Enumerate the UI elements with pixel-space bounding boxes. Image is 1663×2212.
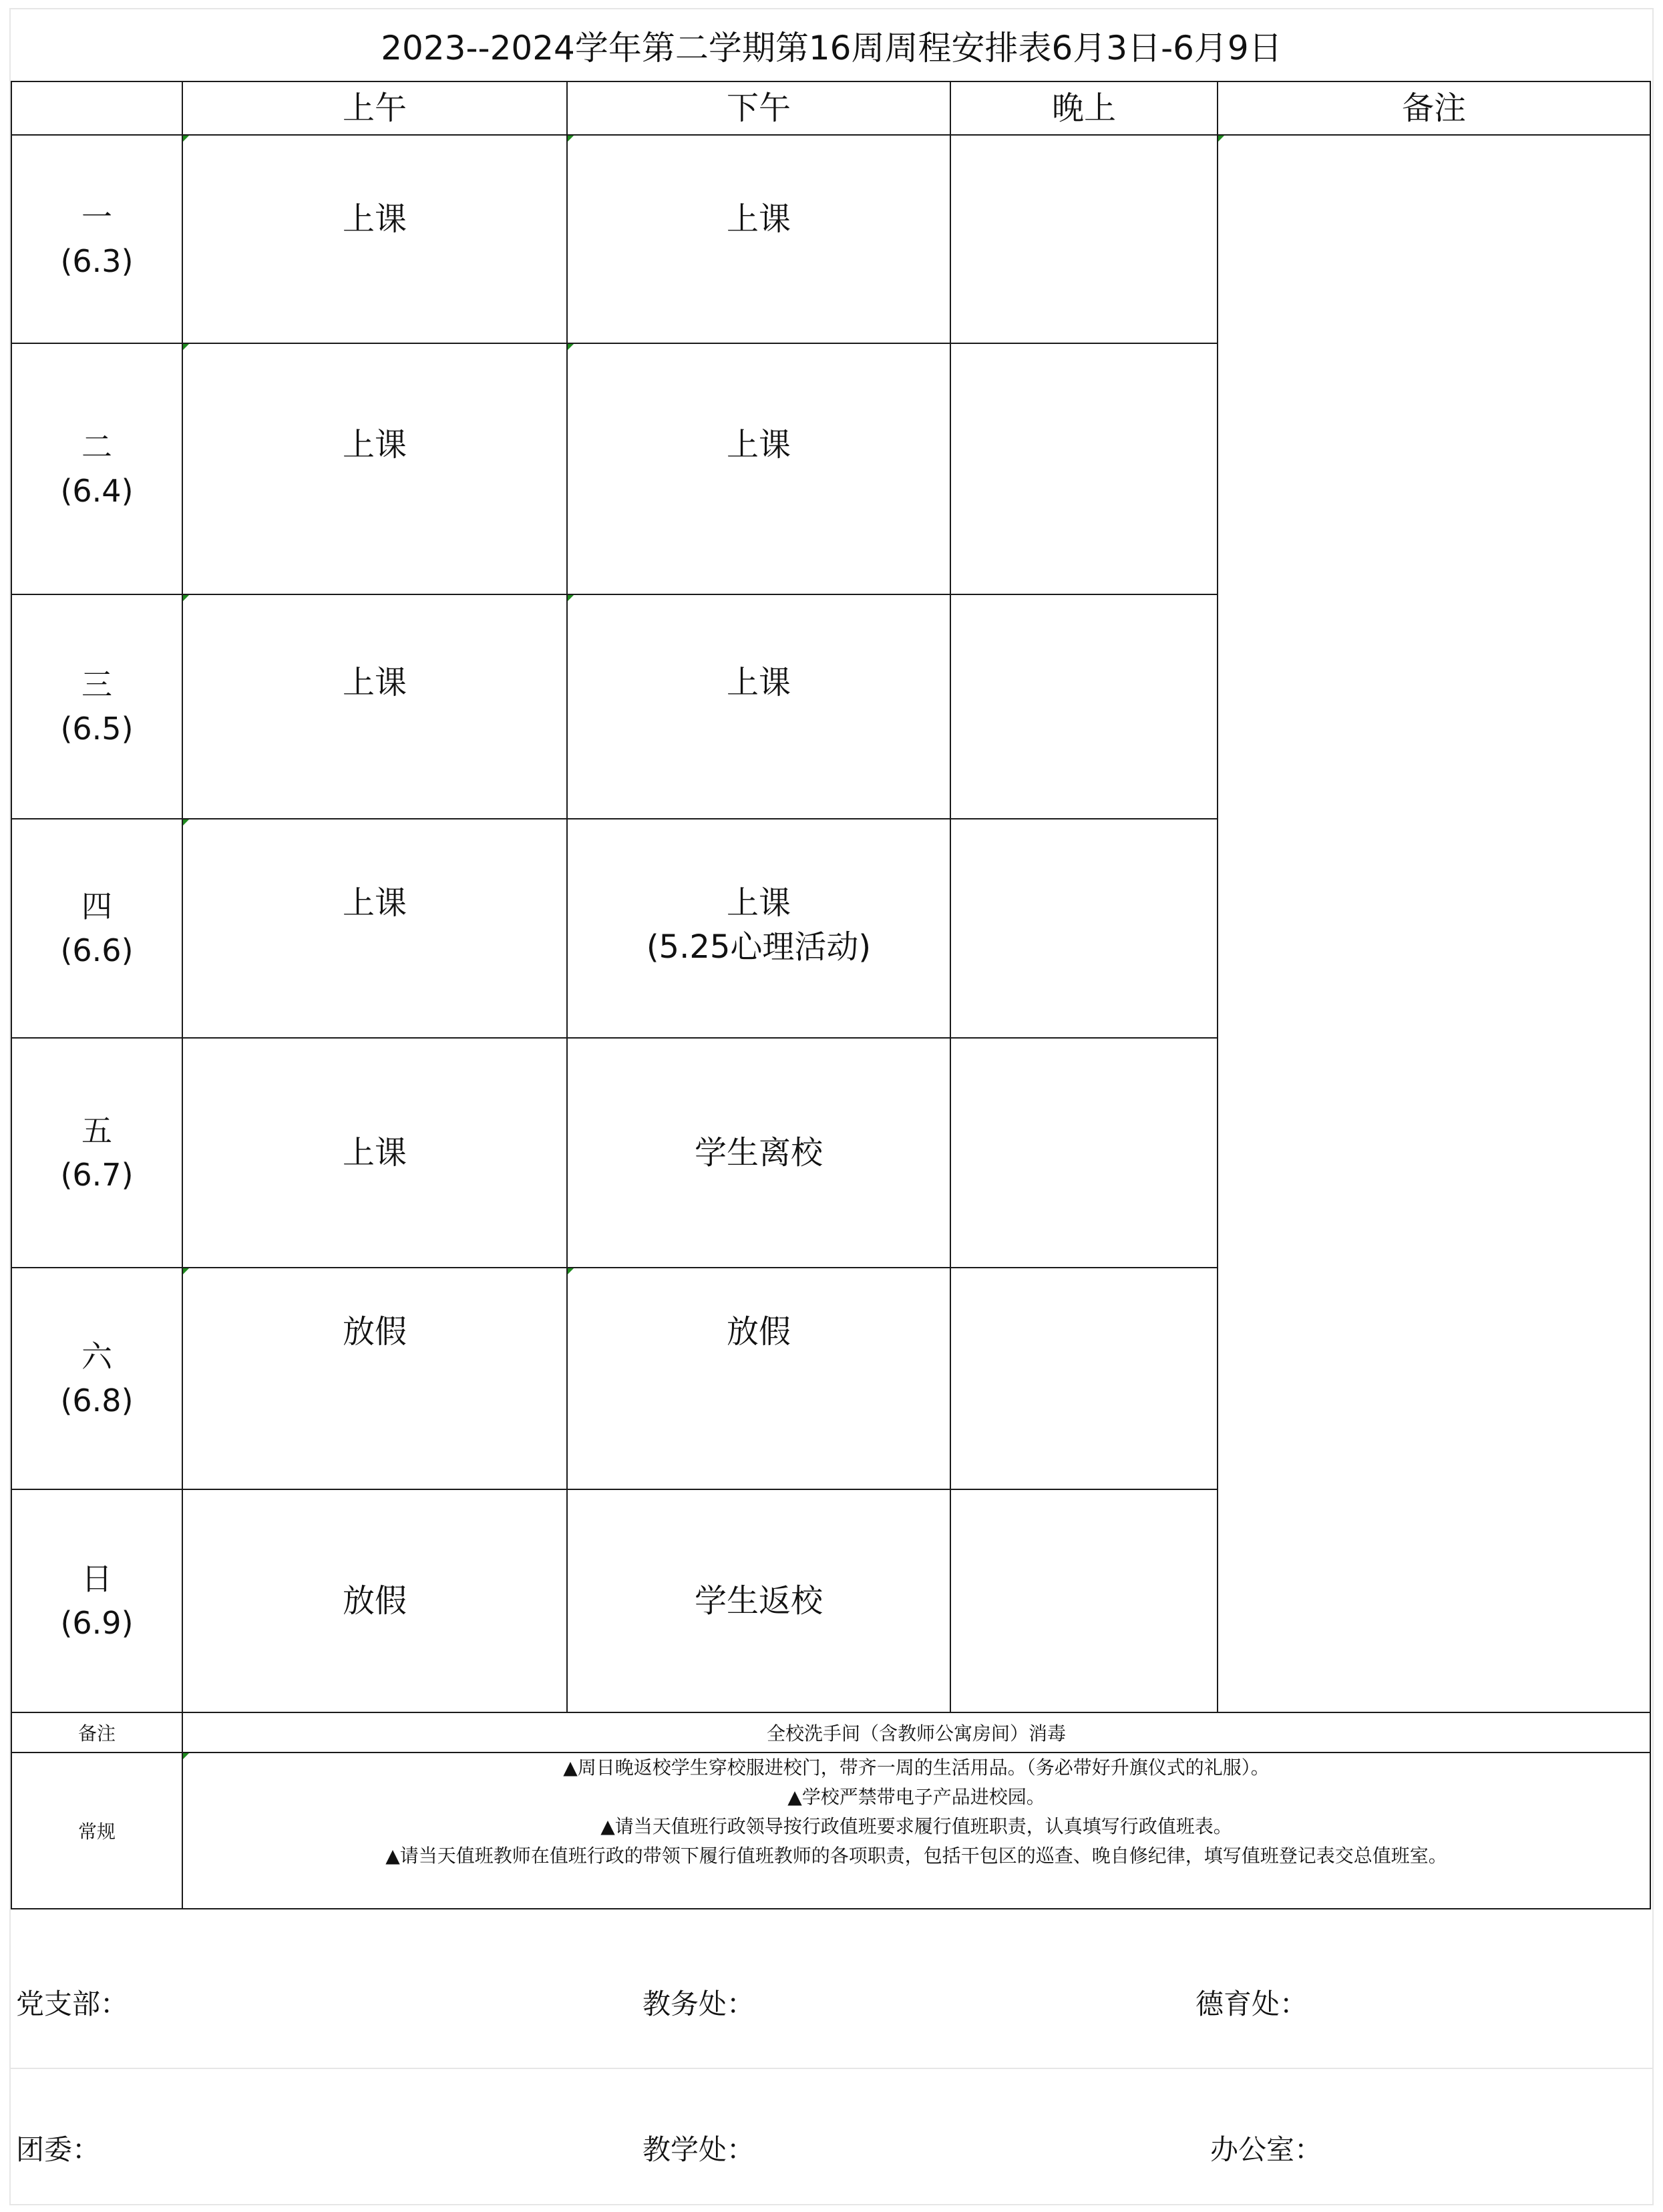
- morning-text: 上课: [342, 1134, 407, 1171]
- day-date: (6.3): [60, 243, 134, 279]
- day-name: 六: [81, 1338, 112, 1374]
- morning-text: 上课: [342, 884, 407, 922]
- routine-line: ▲请当天值班行政领导按行政值班要求履行值班职责，认真填写行政值班表。: [600, 1815, 1232, 1837]
- schedule-table: [11, 81, 1651, 1909]
- header-afternoon: 下午: [567, 81, 950, 135]
- day-name: 三: [81, 667, 112, 703]
- header-notes: 备注: [1218, 81, 1650, 135]
- afternoon-cell[interactable]: [567, 1038, 950, 1268]
- routine-content[interactable]: [182, 1753, 1650, 1909]
- page-title: 2023--2024学年第二学期第16周周程安排表6月3日-6月9日: [381, 29, 1282, 67]
- afternoon-note: (5.25心理活动): [646, 928, 872, 966]
- evening-cell[interactable]: [950, 1038, 1218, 1268]
- signature-row-1: [9, 1964, 1654, 2030]
- header-blank: [11, 81, 182, 135]
- routine-row: [11, 1753, 1650, 1909]
- afternoon-text: 学生离校: [694, 1134, 823, 1171]
- afternoon-text: 上课: [726, 200, 791, 238]
- day-date: (6.8): [60, 1382, 134, 1419]
- day-label: [11, 1489, 182, 1712]
- evening-cell[interactable]: [950, 819, 1218, 1038]
- morning-cell[interactable]: [182, 135, 567, 343]
- signature-academic-affairs: 教务处：: [642, 1988, 755, 2020]
- morning-text: 放假: [342, 1582, 407, 1620]
- morning-cell[interactable]: [182, 1268, 567, 1489]
- afternoon-text: 上课: [726, 884, 791, 922]
- signature-party-branch: 党支部：: [16, 1988, 129, 2020]
- header-morning: 上午: [182, 81, 567, 135]
- signature-youth-league: 团委：: [16, 2133, 101, 2166]
- day-label: [11, 819, 182, 1038]
- day-date: (6.4): [60, 473, 134, 509]
- evening-cell[interactable]: [950, 1489, 1218, 1712]
- afternoon-cell[interactable]: [567, 594, 950, 819]
- remarks-label: 备注: [11, 1712, 182, 1753]
- day-label: [11, 1268, 182, 1489]
- signature-teaching-office: 教学处：: [642, 2133, 755, 2166]
- afternoon-cell[interactable]: [567, 343, 950, 594]
- afternoon-cell[interactable]: [567, 1268, 950, 1489]
- morning-cell[interactable]: [182, 1038, 567, 1268]
- afternoon-text: 学生返校: [694, 1582, 823, 1620]
- morning-cell[interactable]: [182, 343, 567, 594]
- morning-text: 放假: [342, 1313, 407, 1350]
- afternoon-cell[interactable]: [567, 135, 950, 343]
- remarks-text[interactable]: 全校洗手间（含教师公寓房间）消毒: [182, 1712, 1650, 1753]
- afternoon-text: 上课: [726, 664, 791, 701]
- divider: [9, 2068, 1654, 2069]
- morning-cell[interactable]: [182, 594, 567, 819]
- day-label: [11, 135, 182, 343]
- routine-line: ▲周日晚返校学生穿校服进校门，带齐一周的生活用品。（务必带好升旗仪式的礼服）。: [563, 1757, 1270, 1779]
- afternoon-text: 放假: [726, 1313, 791, 1350]
- evening-cell[interactable]: [950, 594, 1218, 819]
- evening-cell[interactable]: [950, 135, 1218, 343]
- header-evening: 晚上: [950, 81, 1218, 135]
- day-label: [11, 594, 182, 819]
- day-row: [11, 135, 1650, 343]
- remarks-row: [11, 1712, 1650, 1753]
- signature-office: 办公室：: [1210, 2133, 1323, 2166]
- morning-text: 上课: [342, 664, 407, 701]
- signature-row-2: [9, 2109, 1654, 2176]
- day-name: 一: [81, 199, 112, 235]
- day-date: (6.5): [60, 711, 134, 747]
- morning-cell[interactable]: [182, 819, 567, 1038]
- morning-text: 上课: [342, 200, 407, 238]
- routine-line: ▲请当天值班教师在值班行政的带领下履行值班教师的各项职责，包括干包区的巡查、晚自修纪律，填写值班登记表交总值班室。: [385, 1845, 1447, 1867]
- day-name: 四: [81, 888, 112, 924]
- afternoon-cell[interactable]: [567, 1489, 950, 1712]
- morning-cell[interactable]: [182, 1489, 567, 1712]
- routine-line: ▲学校严禁带电子产品进校园。: [787, 1786, 1045, 1808]
- day-date: (6.9): [60, 1605, 134, 1641]
- day-date: (6.6): [60, 932, 134, 968]
- day-name: 五: [81, 1113, 112, 1149]
- afternoon-text: 上课: [726, 426, 791, 464]
- signature-moral-education: 德育处：: [1195, 1988, 1308, 2020]
- afternoon-cell[interactable]: [567, 819, 950, 1038]
- header-row: [11, 81, 1650, 135]
- morning-text: 上课: [342, 426, 407, 464]
- notes-column-cell[interactable]: [1218, 135, 1650, 1712]
- evening-cell[interactable]: [950, 1268, 1218, 1489]
- day-name: 二: [81, 429, 112, 465]
- evening-cell[interactable]: [950, 343, 1218, 594]
- day-label: [11, 343, 182, 594]
- day-name: 日: [81, 1561, 112, 1597]
- routine-label: 常规: [11, 1753, 182, 1909]
- day-date: (6.7): [60, 1157, 134, 1193]
- day-label: [11, 1038, 182, 1268]
